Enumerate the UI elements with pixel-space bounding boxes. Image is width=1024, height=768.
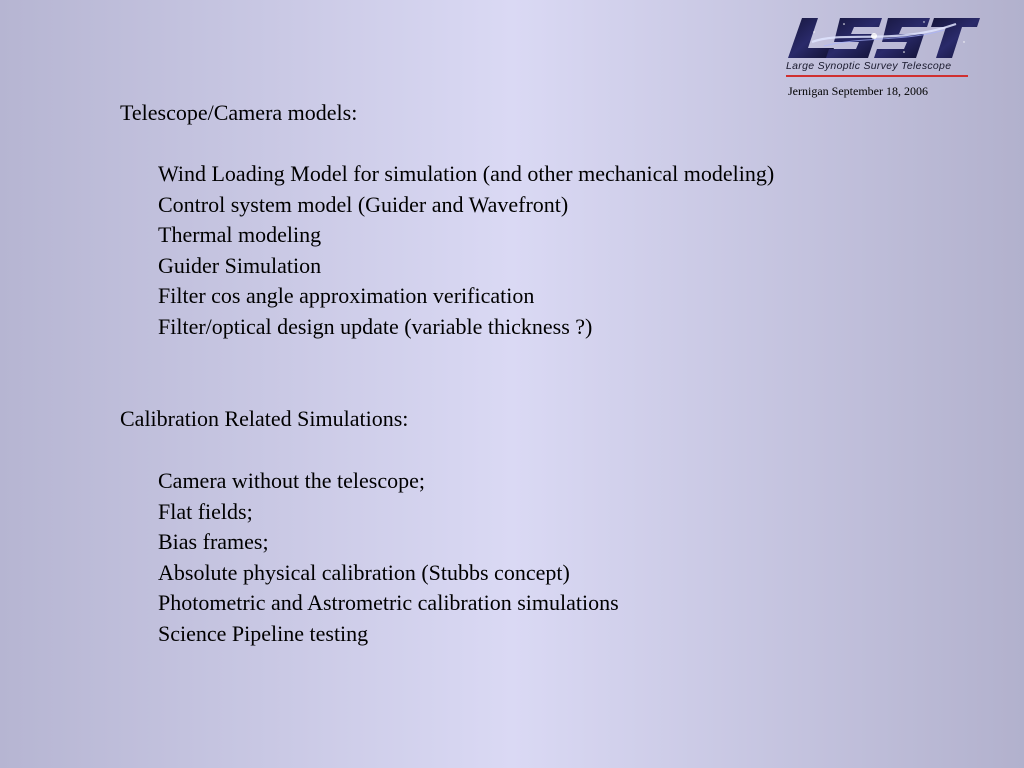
list-item: Filter/optical design update (variable thickness ?) [158,313,593,339]
list-item: Filter cos angle approximation verification [158,283,535,309]
lsst-logo [784,12,984,80]
lsst-logo-lettering [784,12,984,62]
list-item: Camera without the telescope; [158,468,425,493]
list-item: Science Pipeline testing [158,620,369,646]
section-heading-telescope-camera: Telescope/Camera models: [120,100,358,125]
calibration-list [158,466,619,650]
list-item: Photometric and Astrometric calibration simulations [158,590,619,616]
list-item: Control system model (Guider and Wavefront) [158,191,569,217]
list-item: Flat fields; [158,498,253,524]
list-item: Absolute physical calibration (Stubbs concept) [158,559,570,585]
section-heading-calibration: Calibration Related Simulations: [120,406,409,431]
logo-rule [786,75,968,77]
list-item: Bias frames; [158,529,269,555]
telescope-camera-list [158,159,774,343]
logo-tagline: Large Synoptic Survey Telescope [786,60,952,72]
list-item: Thermal modeling [158,222,322,248]
author-date: Jernigan September 18, 2006 [788,84,928,98]
list-item: Wind Loading Model for simulation (and other mechanical modeling) [158,161,775,186]
list-item: Guider Simulation [158,252,322,278]
